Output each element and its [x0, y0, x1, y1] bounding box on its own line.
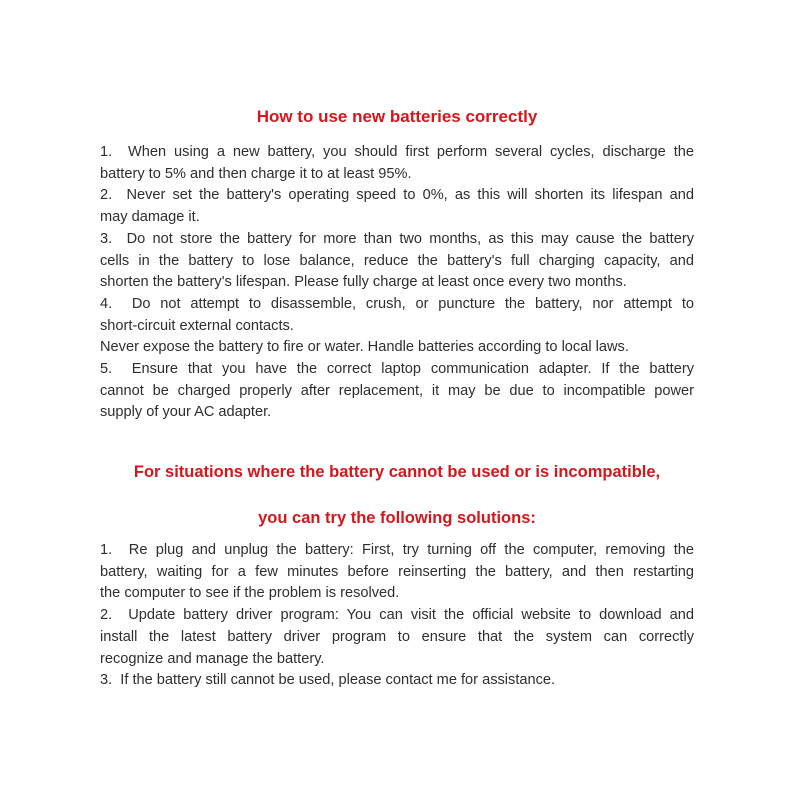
solution-line-1: 1. Re plug and unplug the battery: First, try turning off the computer, removing the — [100, 542, 694, 558]
usage-heading: How to use new batteries correctly — [256, 107, 538, 126]
usage-line-4: may damage it. — [100, 209, 200, 226]
solutions-heading-line-1: For situations where the battery cannot be used or is incompatible, — [133, 463, 661, 481]
usage-line-7: shorten the battery's lifespan. Please fully charge at least once every two months. — [100, 274, 627, 291]
solutions-list — [100, 540, 694, 692]
usage-instructions-list — [100, 142, 694, 424]
usage-line-10: Never expose the battery to fire or water. Handle batteries according to local laws. — [100, 339, 629, 356]
solution-line-7: 3. If the battery still cannot be used, please contact me for assistance. — [100, 672, 556, 689]
usage-line-11: 5. Ensure that you have the correct laptop communication adapter. If the battery — [100, 361, 694, 378]
usage-line-3: 2. Never set the battery's operating speed to 0%, as this will shorten its lifespan and — [100, 187, 694, 204]
usage-line-13: supply of your AC adapter. — [100, 404, 272, 421]
usage-line-9: short-circuit external contacts. — [100, 317, 294, 334]
usage-line-6: cells in the battery to lose balance, reduce the battery's full charging capacity, and — [100, 252, 694, 269]
solution-line-3: the computer to see if the problem is resolved. — [100, 585, 400, 602]
solution-line-2: battery, waiting for a few minutes before reinserting the battery, and then restarting — [100, 563, 694, 580]
usage-line-5: 3. Do not store the battery for more than two months, as this may cause the battery — [100, 230, 694, 247]
solution-line-5: install the latest battery driver program to ensure that the system can correctly — [100, 628, 694, 645]
usage-line-2: battery to 5% and then charge it to at least 95%. — [100, 165, 412, 182]
usage-line-12: cannot be charged properly after replacement, it may be due to incompatible power — [100, 382, 694, 399]
usage-line-1: 1. When using a new battery, you should first perform several cycles, discharge the — [100, 144, 694, 160]
solution-line-6: recognize and manage the battery. — [100, 650, 325, 667]
solutions-heading-line-2: you can try the following solutions: — [258, 509, 536, 527]
solution-line-4: 2. Update battery driver program: You can visit the official website to download and — [100, 607, 694, 624]
usage-line-8: 4. Do not attempt to disassemble, crush, or puncture the battery, nor attempt to — [100, 295, 694, 312]
